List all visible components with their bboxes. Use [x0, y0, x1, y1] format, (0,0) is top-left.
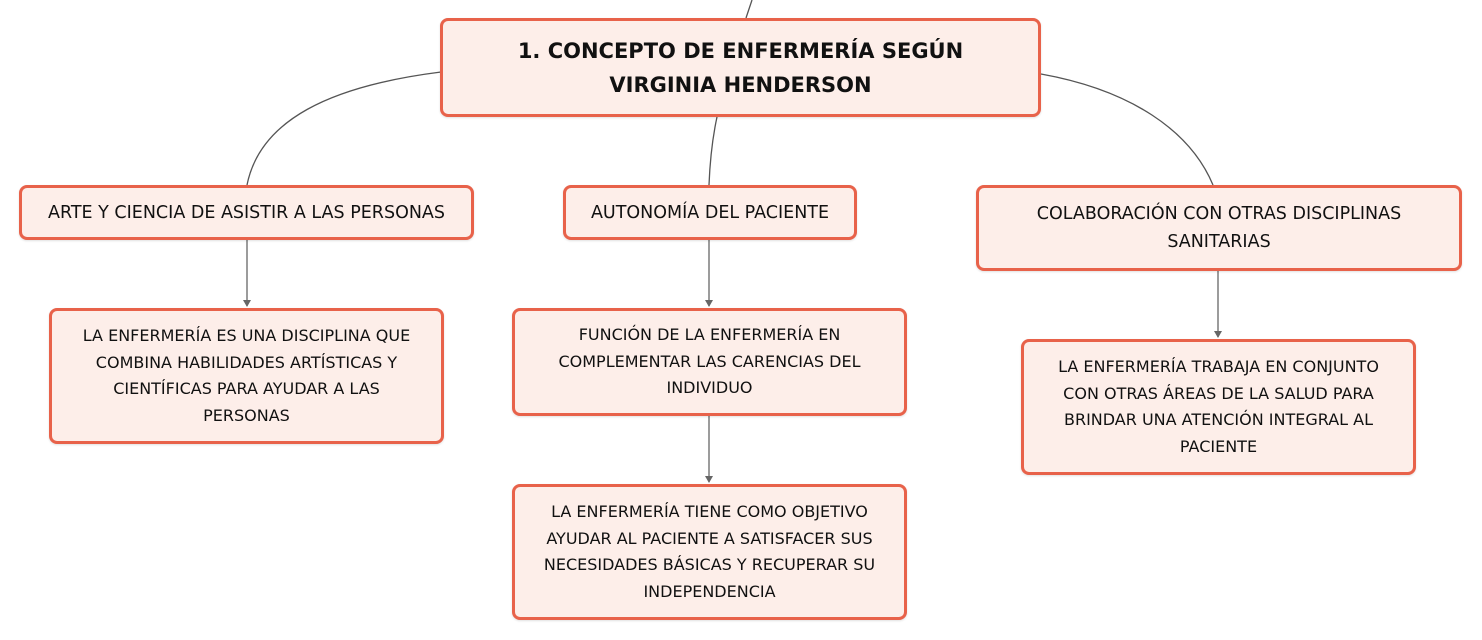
leaf-label-funcion: FUNCIÓN DE LA ENFERMERÍA EN COMPLEMENTAR LAS CARENCIAS DEL INDIVIDUO: [558, 325, 861, 398]
branch-node-colaboracion[interactable]: [976, 185, 1462, 271]
root-topic-label: 1. CONCEPTO DE ENFERMERÍA SEGÚN VIRGINIA HENDERSON: [517, 38, 964, 97]
connector-incoming: [746, 0, 752, 18]
leaf-node-funcion[interactable]: [512, 308, 907, 416]
connector-root-to-arte: [247, 72, 441, 185]
root-topic-node[interactable]: [440, 18, 1041, 117]
branch-node-arte-y-ciencia[interactable]: [19, 185, 474, 240]
connector-root-to-autonomia: [709, 117, 717, 185]
leaf-label-objetivo: LA ENFERMERÍA TIENE COMO OBJETIVO AYUDAR AL PACIENTE A SATISFACER SUS NECESIDADES BÁSICAS Y RECUPERAR SU INDEPENDENCIA: [543, 502, 876, 601]
branch-label-colaboracion: COLABORACIÓN CON OTRAS DISCIPLINAS SANITARIAS: [1036, 204, 1402, 252]
leaf-label-trabajo-conjunto: LA ENFERMERÍA TRABAJA EN CONJUNTO CON OTRAS ÁREAS DE LA SALUD PARA BRINDAR UNA ATENCIÓN INTEGRAL AL PACIENTE: [1058, 357, 1379, 456]
leaf-node-disciplina[interactable]: [49, 308, 444, 444]
leaf-node-trabajo-conjunto[interactable]: [1021, 339, 1416, 475]
leaf-node-objetivo[interactable]: [512, 484, 907, 620]
branch-label-autonomia: AUTONOMÍA DEL PACIENTE: [590, 202, 830, 223]
branch-label-arte-y-ciencia: ARTE Y CIENCIA DE ASISTIR A LAS PERSONAS: [47, 202, 446, 223]
leaf-label-disciplina: LA ENFERMERÍA ES UNA DISCIPLINA QUE COMBINA HABILIDADES ARTÍSTICAS Y CIENTÍFICAS PARA AYUDAR A LAS PERSONAS: [82, 326, 411, 425]
connector-root-to-colaboracion: [1041, 74, 1213, 185]
branch-node-autonomia[interactable]: [563, 185, 857, 240]
